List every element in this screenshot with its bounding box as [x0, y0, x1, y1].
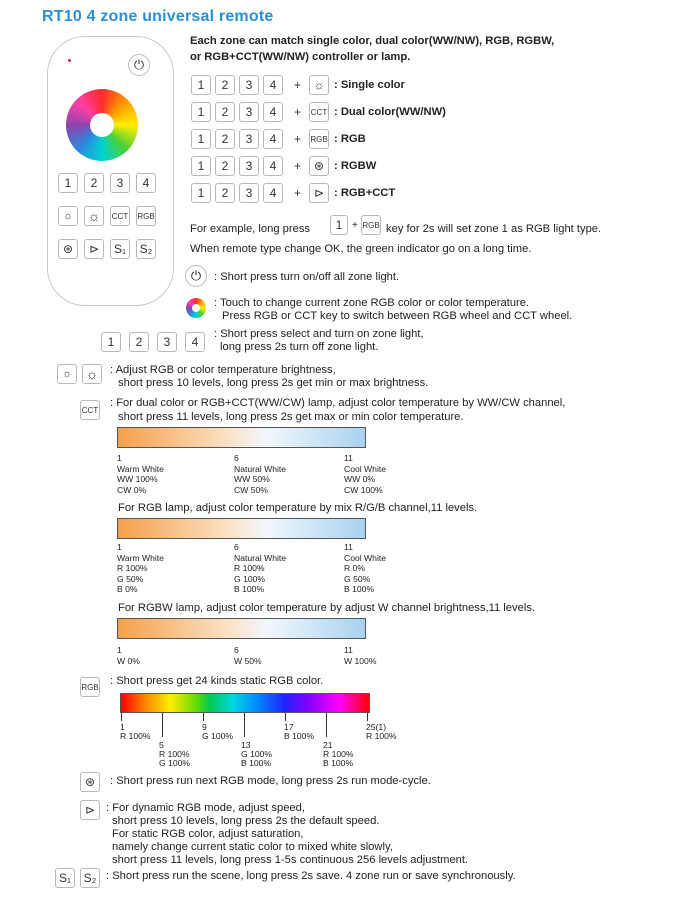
rgbw-icon: ⊛ — [309, 156, 329, 176]
mode-row-5-label: : RGB+CCT — [334, 187, 396, 199]
rgb-bottom-label-2-pos: 13 — [241, 740, 251, 750]
bar1-3-name: Cool White — [344, 463, 387, 474]
rgb-top-label-4-value: R 100% — [366, 731, 397, 741]
rgb-description: : Short press get 24 kinds static RGB color. — [110, 675, 324, 687]
rgb-top-tick-4 — [367, 713, 368, 721]
rgb-spectrum-bar — [120, 693, 370, 713]
speed-description-4: namely change current static color to mixed white slowly, — [112, 841, 393, 853]
mode-row-4-plus: + — [294, 159, 302, 173]
bar2-3-v1: R 0% — [344, 563, 366, 573]
cct-description-2: short press 11 levels, long press 2s get max or min color temperature. — [118, 411, 464, 423]
page-title: RT10 4 zone universal remote — [42, 8, 274, 25]
mode-row-3-zone-2: 2 — [215, 129, 235, 149]
rgb-key: RGB — [309, 129, 329, 149]
example-key-rgb: RGB — [361, 215, 381, 235]
example-plus: + — [352, 220, 358, 231]
rgb-bottom-label-3-v1: R 100% — [323, 749, 354, 759]
wheel-description-1: : Touch to change current zone RGB color or color temperature. — [214, 297, 530, 309]
rgb-bottom-label-1-v1: R 100% — [159, 749, 190, 759]
power-icon-standalone — [185, 265, 207, 287]
s2-key-icon: S₂ — [80, 868, 100, 888]
bar1-1-v2: CW 0% — [117, 484, 147, 495]
bar1-3-pos: 11 — [344, 453, 353, 463]
bar2-1-v1: R 100% — [117, 563, 148, 573]
rgb-key-icon: RGB — [80, 677, 100, 697]
mode-row-2-plus: + — [294, 105, 302, 119]
mode-row-4-zone-4: 4 — [263, 156, 283, 176]
speed-description-5: short press 11 levels, long press 1-5s continuous 256 levels adjustment. — [112, 854, 469, 866]
rgb-bottom-label-2-v1: G 100% — [241, 749, 273, 759]
remote-body — [47, 36, 174, 306]
mode-row-3-zone-3: 3 — [239, 129, 259, 149]
mode-row-5-zone-4: 4 — [263, 183, 283, 203]
cct-gradient-bar-3 — [117, 618, 366, 639]
bar1-2-name: Natural White — [234, 463, 287, 474]
remote-zone-2[interactable]: 2 — [84, 173, 104, 193]
speed-description-3: For static RGB color, adjust saturation, — [112, 828, 304, 840]
zone-key-4: 4 — [185, 332, 205, 352]
mode-row-1-zone-2: 2 — [215, 75, 235, 95]
zone-key-1: 1 — [101, 332, 121, 352]
sun-icon: ☼ — [309, 75, 329, 95]
cct-key-icon: CCT — [80, 400, 100, 420]
remote-speed-key[interactable]: ⊳ — [84, 239, 104, 259]
rgb-bottom-label-3-pos: 21 — [323, 740, 333, 750]
indicator-led — [68, 59, 71, 62]
rgb-top-label-3-pos: 17 — [284, 722, 294, 732]
bar2-3-name: Cool White — [344, 552, 387, 563]
rgb-bottom-label-2-v2: B 100% — [241, 758, 272, 768]
remote-zone-3[interactable]: 3 — [110, 173, 130, 193]
rgb-top-label-2-pos: 9 — [202, 722, 207, 732]
bar3-1-v1: W 0% — [117, 655, 140, 666]
mode-row-3-zone-1: 1 — [191, 129, 211, 149]
bar2-1-v3: B 0% — [117, 584, 138, 594]
bar1-2-v1: WW 50% — [234, 474, 270, 484]
bar3-3-v1: W 100% — [344, 655, 377, 666]
rgb-bottom-tick-1 — [162, 713, 163, 737]
bar1-1-v1: WW 100% — [117, 474, 158, 484]
mode-row-2-zone-4: 4 — [263, 102, 283, 122]
rgb-top-label-1-pos: 1 — [120, 722, 125, 732]
bar2-2-v2: G 100% — [234, 573, 266, 584]
example-pre: For example, long press — [190, 223, 311, 235]
mode-row-4-zone-1: 1 — [191, 156, 211, 176]
rgb-top-tick-1 — [121, 713, 122, 721]
speed-description-2: short press 10 levels, long press 2s the default speed. — [112, 815, 380, 827]
example-line-2: When remote type change OK, the green indicator go on a long time. — [190, 243, 532, 255]
remote-zone-1[interactable]: 1 — [58, 173, 78, 193]
cct-gradient-bar-2 — [117, 518, 366, 539]
bar2-3-v2: G 50% — [344, 573, 371, 584]
remote-s2-key[interactable]: S₂ — [136, 239, 156, 259]
bar1-1-name: Warm White — [117, 463, 164, 474]
brightness-description-2: short press 10 levels, long press 2s get min or max brightness. — [118, 377, 429, 389]
cct-description-1: : For dual color or RGB+CCT(WW/CW) lamp, adjust color temperature by WW/CW channel, — [110, 397, 566, 409]
power-description: : Short press turn on/off all zone light. — [214, 271, 400, 283]
bar1-3-v1: WW 0% — [344, 474, 376, 484]
color-wheel-center — [90, 113, 114, 137]
rgb-bottom-tick-3 — [326, 713, 327, 737]
mode-key-icon: ⊛ — [80, 772, 100, 792]
s1-key-icon: S₁ — [55, 868, 75, 888]
mode-row-5-zone-1: 1 — [191, 183, 211, 203]
intro-text — [190, 33, 554, 65]
remote-cct-key[interactable]: CCT — [110, 206, 130, 226]
bar1-2-pos: 6 — [234, 453, 239, 463]
remote-brightness-down[interactable]: ☼ — [58, 206, 78, 226]
brightness-description-1: : Adjust RGB or color temperature brightness, — [110, 364, 336, 376]
mode-row-3-plus: + — [294, 132, 302, 146]
mode-row-2-label: : Dual color(WW/NW) — [334, 106, 446, 118]
rgb-bottom-label-1-pos: 5 — [159, 740, 164, 750]
mode-row-3-zone-4: 4 — [263, 129, 283, 149]
rgbw-cct-heading: For RGBW lamp, adjust color temperature by adjust W channel brightness,11 levels. — [118, 602, 536, 614]
bar2-3-v3: B 100% — [344, 584, 375, 594]
speed-description-1: : For dynamic RGB mode, adjust speed, — [106, 802, 305, 814]
rgb-cct-heading: For RGB lamp, adjust color temperature by mix R/G/B channel,11 levels. — [118, 502, 478, 514]
rgb-bottom-tick-2 — [244, 713, 245, 737]
mode-row-2-zone-3: 3 — [239, 102, 259, 122]
bar2-1-pos: 1 — [117, 542, 122, 552]
rgb-top-label-3-value: B 100% — [284, 731, 315, 741]
wheel-description-2: Press RGB or CCT key to switch between RGB wheel and CCT wheel. — [222, 310, 573, 322]
rgb-top-tick-2 — [203, 713, 204, 721]
brightness-up-icon: ☼ — [82, 364, 102, 384]
remote-s1-key[interactable]: S₁ — [110, 239, 130, 259]
mode-row-4-label: : RGBW — [334, 160, 377, 172]
zone-key-3: 3 — [157, 332, 177, 352]
remote-zone-4[interactable]: 4 — [136, 173, 156, 193]
mode-row-1-zone-1: 1 — [191, 75, 211, 95]
power-symbol: ⏻ — [190, 268, 202, 283]
bar2-2-v1: R 100% — [234, 563, 265, 573]
bar2-2-name: Natural White — [234, 552, 287, 563]
zone-description-2: long press 2s turn off zone light. — [220, 341, 379, 353]
rgb-top-tick-3 — [285, 713, 286, 721]
bar1-2-v2: CW 50% — [234, 484, 268, 495]
mode-row-1-zone-3: 3 — [239, 75, 259, 95]
example-key-1: 1 — [330, 215, 348, 235]
mode-row-3-label: : RGB — [334, 133, 366, 145]
mode-row-5-zone-2: 2 — [215, 183, 235, 203]
mode-row-1-zone-4: 4 — [263, 75, 283, 95]
bar3-2-pos: 6 — [234, 645, 239, 655]
rgb-top-label-1-value: R 100% — [120, 731, 151, 741]
intro-line-1: Each zone can match single color, dual color(WW/NW), RGB, RGBW, — [190, 35, 555, 47]
mode-row-4-zone-3: 3 — [239, 156, 259, 176]
mode-row-2-zone-1: 1 — [191, 102, 211, 122]
remote-mode-key[interactable]: ⊛ — [58, 239, 78, 259]
mode-row-4-zone-2: 2 — [215, 156, 235, 176]
power-button[interactable] — [128, 54, 150, 76]
mode-row-5-plus: + — [294, 186, 302, 200]
example-post: key for 2s will set zone 1 as RGB light type. — [386, 223, 602, 235]
mode-description: : Short press run next RGB mode, long press 2s run mode-cycle. — [110, 775, 431, 787]
bar3-1-pos: 1 — [117, 645, 122, 655]
bar1-3-v2: CW 100% — [344, 484, 383, 495]
rgb-bottom-label-3-v2: B 100% — [323, 758, 354, 768]
zone-key-2: 2 — [129, 332, 149, 352]
cct-gradient-bar-1 — [117, 427, 366, 448]
intro-line-2: or RGB+CCT(WW/NW) controller or lamp. — [190, 51, 411, 63]
bar3-2-v1: W 50% — [234, 655, 262, 666]
speed-key-icon: ⊳ — [80, 800, 100, 820]
mode-row-1-label: : Single color — [334, 79, 405, 91]
mode-row-1-plus: + — [294, 78, 302, 92]
brightness-down-icon: ☼ — [57, 364, 77, 384]
bar3-3-pos: 11 — [344, 645, 353, 655]
rgb-top-label-2-value: G 100% — [202, 731, 234, 741]
power-icon: ⏻ — [133, 57, 145, 72]
mode-row-2-zone-2: 2 — [215, 102, 235, 122]
color-wheel-icon-center — [192, 304, 200, 312]
speed-icon: ⊳ — [309, 183, 329, 203]
bar2-2-pos: 6 — [234, 542, 239, 552]
cct-key: CCT — [309, 102, 329, 122]
remote-brightness-up[interactable]: ☼ — [84, 206, 104, 226]
bar1-1-pos: 1 — [117, 453, 122, 463]
remote-rgb-key[interactable]: RGB — [136, 206, 156, 226]
bar2-1-name: Warm White — [117, 552, 164, 563]
mode-row-5-zone-3: 3 — [239, 183, 259, 203]
rgb-bottom-label-1-v2: G 100% — [159, 758, 191, 768]
bar2-1-v2: G 50% — [117, 573, 144, 584]
scene-description: : Short press run the scene, long press 2s save. 4 zone run or save synchronously. — [106, 870, 516, 882]
bar2-3-pos: 11 — [344, 542, 353, 552]
zone-description-1: : Short press select and turn on zone light, — [214, 328, 424, 340]
rgb-top-label-4-pos: 25(1) — [366, 722, 387, 732]
bar2-2-v3: B 100% — [234, 584, 265, 594]
